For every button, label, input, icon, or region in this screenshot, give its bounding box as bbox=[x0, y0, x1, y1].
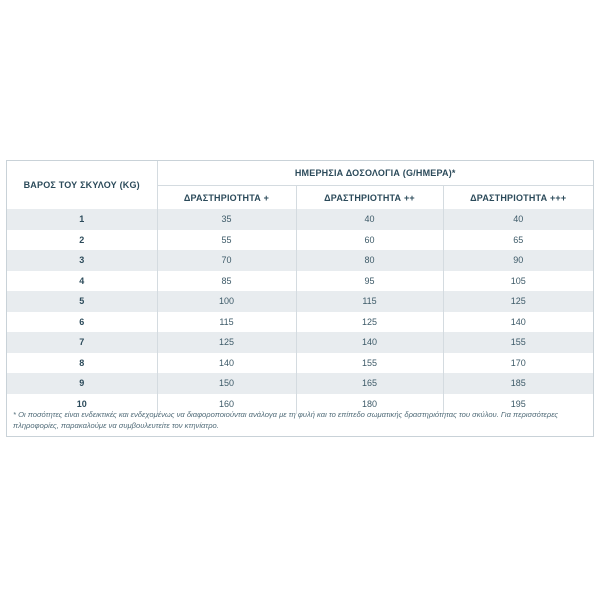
dosage-cell: 155 bbox=[296, 353, 443, 374]
dosage-cell: 115 bbox=[157, 312, 296, 333]
dosage-cell: 40 bbox=[296, 209, 443, 230]
dosage-cell: 125 bbox=[296, 312, 443, 333]
table-row bbox=[7, 312, 593, 333]
dosage-cell: 115 bbox=[296, 291, 443, 312]
dosage-cell: 180 bbox=[296, 394, 443, 415]
activity-high-header: ΔΡΑΣΤΗΡΙΟΤΗΤΑ +++ bbox=[443, 186, 593, 210]
dosage-cell: 185 bbox=[443, 373, 593, 394]
weight-cell: 5 bbox=[7, 291, 157, 312]
weight-cell: 7 bbox=[7, 332, 157, 353]
weight-cell: 8 bbox=[7, 353, 157, 374]
weight-cell: 3 bbox=[7, 250, 157, 271]
dosage-cell: 65 bbox=[443, 230, 593, 251]
dosage-cell: 165 bbox=[296, 373, 443, 394]
dosage-cell: 160 bbox=[157, 394, 296, 415]
dosage-cell: 60 bbox=[296, 230, 443, 251]
dosage-cell: 125 bbox=[157, 332, 296, 353]
weight-cell: 9 bbox=[7, 373, 157, 394]
table-row bbox=[7, 271, 593, 292]
dosage-cell: 140 bbox=[157, 353, 296, 374]
table-row bbox=[7, 230, 593, 251]
dosage-cell: 100 bbox=[157, 291, 296, 312]
weight-cell: 10 bbox=[7, 394, 157, 415]
table-row bbox=[7, 250, 593, 271]
table-row bbox=[7, 332, 593, 353]
dosage-cell: 40 bbox=[443, 209, 593, 230]
table-row bbox=[7, 373, 593, 394]
dosage-cell: 55 bbox=[157, 230, 296, 251]
weight-cell: 6 bbox=[7, 312, 157, 333]
table-row bbox=[7, 291, 593, 312]
dosage-cell: 70 bbox=[157, 250, 296, 271]
activity-low-header: ΔΡΑΣΤΗΡΙΟΤΗΤΑ + bbox=[157, 186, 296, 210]
dosage-cell: 105 bbox=[443, 271, 593, 292]
dosage-footnote: * Οι ποσότητες είναι ενδεικτικές και ενδεχομένως να διαφοροποιούνται ανάλογα με τη φυλή και το επίπεδο σωματικής δραστηριότητας του σκύλου. Για περισσότερες πληροφορίες, παρακαλούμε να συμβουλευτείτε τον κτηνίατρο. bbox=[13, 410, 559, 430]
dosage-cell: 85 bbox=[157, 271, 296, 292]
dosage-cell: 140 bbox=[443, 312, 593, 333]
dosage-cell: 170 bbox=[443, 353, 593, 374]
dosage-cell: 140 bbox=[296, 332, 443, 353]
dosage-cell: 150 bbox=[157, 373, 296, 394]
dosage-cell: 35 bbox=[157, 209, 296, 230]
dosage-cell: 155 bbox=[443, 332, 593, 353]
dosage-table-card bbox=[6, 160, 594, 437]
weight-cell: 4 bbox=[7, 271, 157, 292]
daily-dosage-header: ΗΜΕΡΗΣΙΑ ΔΟΣΟΛΟΓΙΑ (G/ΗΜΕΡΑ)* bbox=[157, 161, 593, 186]
weight-cell: 1 bbox=[7, 209, 157, 230]
dosage-cell: 125 bbox=[443, 291, 593, 312]
table-row bbox=[7, 209, 593, 230]
dosage-cell: 80 bbox=[296, 250, 443, 271]
dosage-cell: 95 bbox=[296, 271, 443, 292]
dosage-cell: 90 bbox=[443, 250, 593, 271]
weight-cell: 2 bbox=[7, 230, 157, 251]
table-row bbox=[7, 353, 593, 374]
activity-medium-header: ΔΡΑΣΤΗΡΙΟΤΗΤΑ ++ bbox=[296, 186, 443, 210]
dosage-table bbox=[7, 161, 593, 414]
weight-column-header: ΒΑΡΟΣ ΤΟΥ ΣΚΥΛΟΥ (KG) bbox=[7, 161, 157, 209]
dosage-cell: 195 bbox=[443, 394, 593, 415]
